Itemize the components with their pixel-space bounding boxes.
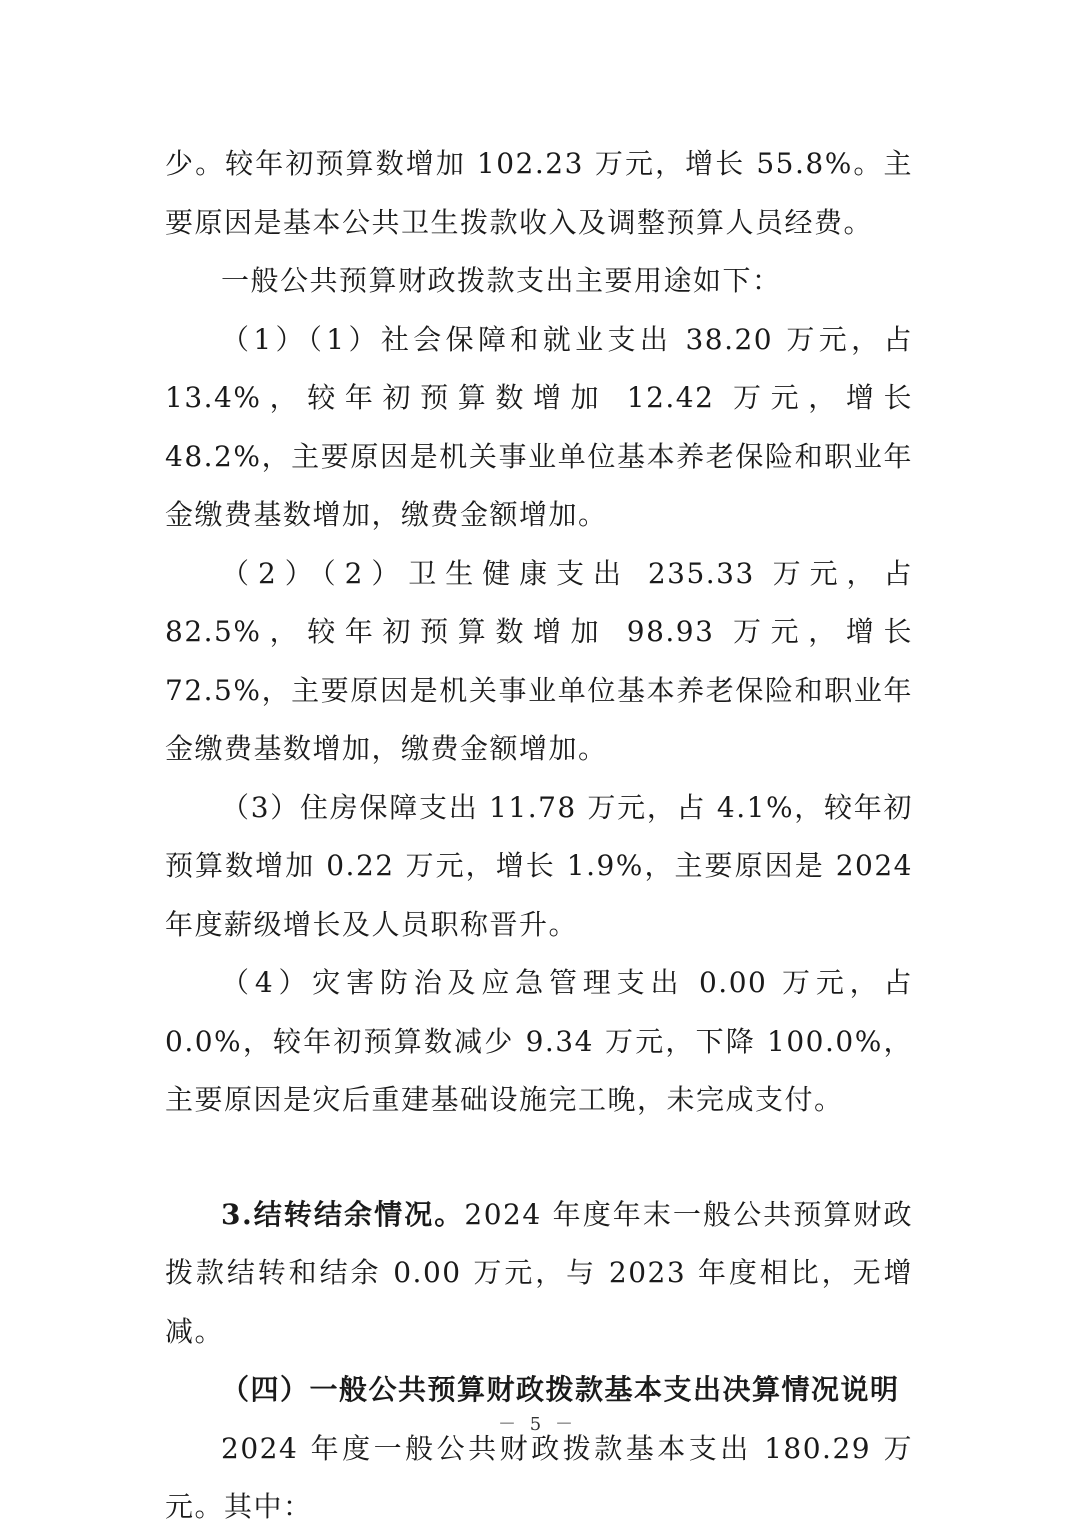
paragraph-social-security-expense: （1）（1）社会保障和就业支出 38.20 万元，占 13.4%，较年初预算数增加 12.42 万元，增长 48.2%，主要原因是机关事业单位基本养老保险和职业年金缴费基数增加，缴费金额增加。 <box>165 322 913 531</box>
paragraph-carryover <box>165 1186 913 1362</box>
paragraph-basic-expense-total: 2024 年度一般公共财政拨款基本支出 180.29 万元。其中： <box>165 1431 913 1523</box>
section-heading-basic-expense: （四）一般公共预算财政拨款基本支出决算情况说明 <box>221 1373 900 1406</box>
paragraph-housing-expense: （3）住房保障支出 11.78 万元，占 4.1%，较年初预算数增加 0.22 万元，增长 1.9%，主要原因是 2024 年度薪级增长及人员职称晋升。 <box>165 790 913 941</box>
page-number: － 5 － <box>498 1414 577 1435</box>
carryover-lead: 3.结转结余情况。 <box>221 1197 465 1231</box>
document-body <box>165 135 913 1537</box>
paragraph-budget-increase-continued: 少。较年初预算数增加 102.23 万元，增长 55.8%。主要原因是基本公共卫生拨款收入及调整预算人员经费。 <box>165 147 913 239</box>
paragraph-health-expense: （2）（2）卫生健康支出 235.33 万元，占 82.5%，较年初预算数增加 98.93 万元，增长 72.5%，主要原因是机关事业单位基本养老保险和职业年金缴费基数增加，缴费金额增加。 <box>165 556 913 765</box>
carryover-text: 2024 年度年末一般公共预算财政拨款结转和结余 0.00 万元，与 2023 年度相比，无增减。 <box>165 1197 913 1348</box>
paragraph-expense-usage-intro: 一般公共预算财政拨款支出主要用途如下： <box>221 264 782 297</box>
paragraph-disaster-prevention-expense: （4）灾害防治及应急管理支出 0.00 万元，占 0.0%，较年初预算数减少 9.34 万元，下降 100.0%，主要原因是灾后重建基础设施完工晚，未完成支付。 <box>165 966 913 1116</box>
